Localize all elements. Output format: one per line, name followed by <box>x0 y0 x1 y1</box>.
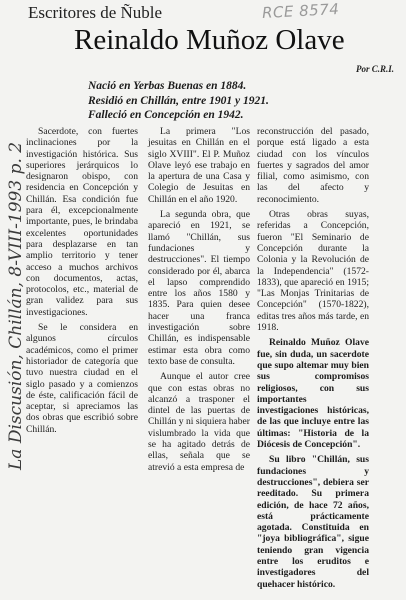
article-column-1 <box>26 126 138 439</box>
byline: Por C.R.I. <box>355 64 394 74</box>
paragraph: La segunda obra, que apareció en 1921, se llamó "Chillán, sus fundaciones y destrucciones". El tiempo considerado por él, abarca el lapso comprendido entre los años 1580 y 1835. Para quien desee hacer una franca investigación sobre Chillán, es indispensable estimar esta obra como texto base de consulta. <box>148 209 250 367</box>
paragraph: reconstrucción del pasado, porque está ligado a esta ciudad con los vínculos fuertes y sagrados del amor filial, como asimismo, con las del afecto y reconocimiento. <box>257 126 369 205</box>
paragraph: Aunque el autor cree que con estas obras no alcanzó a trasponer el dintel de las puertas de Chillán y ni siquiera haber vislumbrado la vida que se ha agitado detrás de ellas, señala que se atrevió a esta empresa de <box>148 371 250 473</box>
paragraph: Su libro "Chillán, sus fundaciones y destrucciones", debiera ser reeditado. Su primera edición, de hace 72 años, está prácticamente agotada. Constituida en "joya bibliográfica", sigue teniendo gran vigencia entre los eruditos e investigadores del quehacer histórico. <box>257 454 369 590</box>
paragraph: Se le considera en algunos círculos académicos, como el primer historiador de categoría que tuvo nuestra ciudad en el siglo pasado y a comienzos de éste, calificación fácil de aceptar, si apreciamos las dos obras que escribió sobre Chillán. <box>26 322 138 435</box>
article-column-3 <box>257 126 369 594</box>
archive-stamp: RCE 8574 <box>261 0 340 23</box>
handwritten-source-note: La Discusión, Chillán, 8-VIII-1993 p. 2 <box>6 141 26 470</box>
bio-line-death: Falleció en Concepción en 1942. <box>88 109 244 121</box>
bio-line-birth: Nació en Yerbas Buenas en 1884. <box>88 80 247 92</box>
paragraph: Otras obras suyas, referidas a Concepción, fueron "El Seminario de Concepción durante la Colonia y la Revolución de la Independencia" (1572-1833), que apareció en 1915; "Las Monjas Trinitarias de Concepción" (1570-1822), editas tres años más tarde, en 1918. <box>257 209 369 334</box>
paragraph: La primera "Los jesuitas en Chillán en el siglo XVIII". El P. Muñoz Olave leyó ese trabajo en la apertura de una Casa y Colegio de Jesuitas en Chillán en el año 1920. <box>148 126 250 205</box>
bio-summary <box>88 79 338 123</box>
series-title: Escritores de Ñuble <box>28 3 163 22</box>
paragraph: Sacerdote, con fuertes inclinaciones por la investigación histórica. Sus superiores jerárquicos lo designaron obispo, con residencia en Concepción y Chillán. Esa condición fue para él, excepcionalmente importante, pues, le brindaba excelentes oportunidades para desplazarse en tan amplio territorio y tener acceso a muchos archivos con documentos, actas, protocolos, etc., material de gran validez para sus investigaciones. <box>26 126 138 318</box>
paragraph: Reinaldo Muñoz Olave fue, sin duda, un sacerdote que supo altemar muy bien sus compromisos religiosos, con sus importantes investigaciones históricas, de las que incluye entre las últimas: "Historia de la Diócesis de Concepción". <box>257 337 369 451</box>
article-column-2 <box>148 126 250 477</box>
bio-line-residence: Residió en Chillán, entre 1901 y 1921. <box>88 94 269 107</box>
article-title: Reinaldo Muñoz Olave <box>74 24 345 56</box>
